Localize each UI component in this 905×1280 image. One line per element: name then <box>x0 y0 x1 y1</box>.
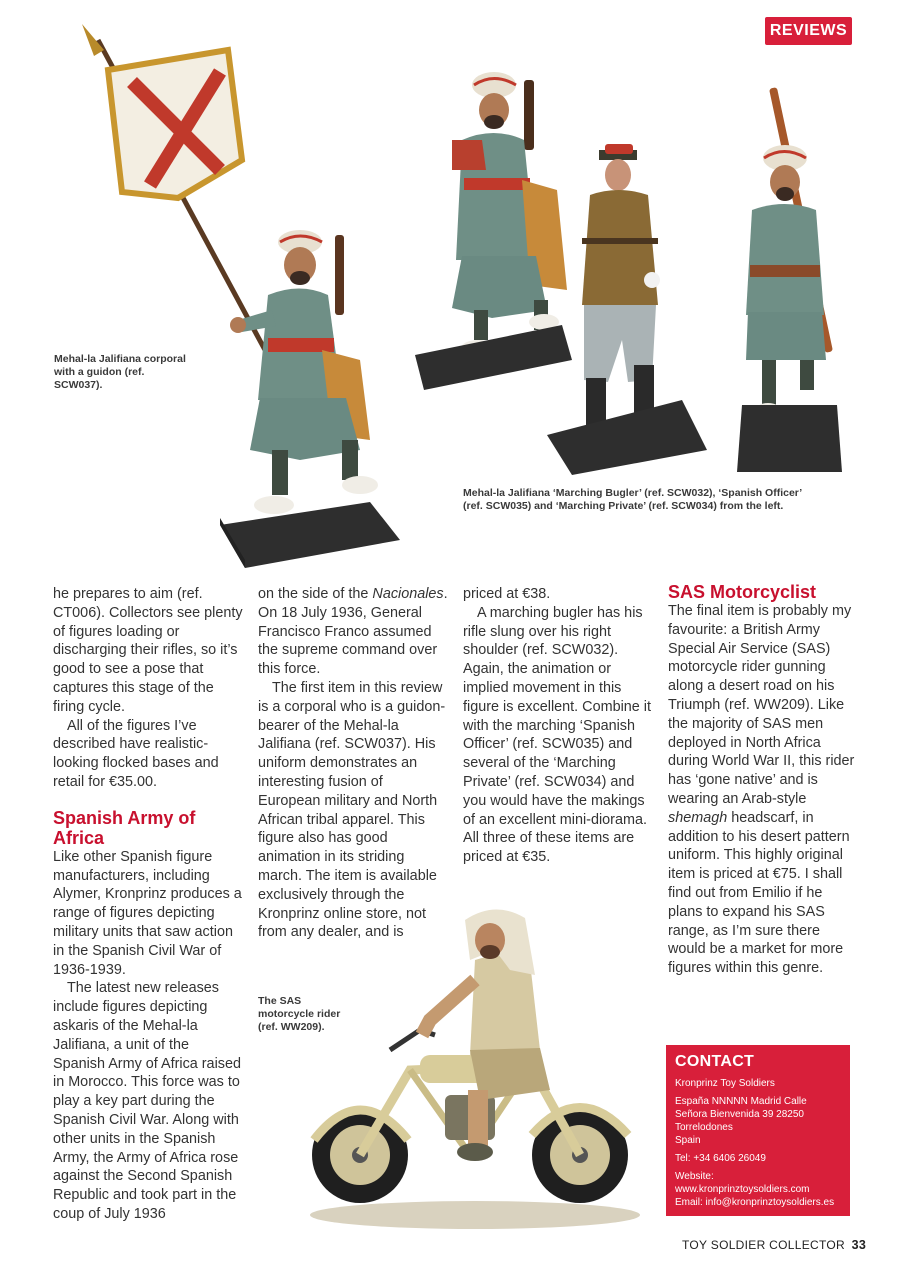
section-heading-spanish-army: Spanish Army of Africa <box>53 807 196 848</box>
contact-email-link[interactable]: Email: info@kronprinztoysoldiers.es <box>675 1197 835 1208</box>
article-column-1 <box>53 585 243 1224</box>
text-italic: shemagh <box>668 809 728 826</box>
paragraph <box>258 585 448 679</box>
caption-line: Mehal-la Jalifiana ‘Marching Bugler’ (ref. SCW032), ‘Spanish Officer’ <box>463 487 803 499</box>
contact-website-label: Website: <box>675 1171 714 1182</box>
caption-line: (ref. WW209). <box>258 1021 325 1033</box>
caption-corporal <box>54 353 204 392</box>
contact-address-line: España NNNNN Madrid Calle <box>675 1096 807 1107</box>
paragraph: The latest new releases include figures depicting askaris of the Mehal-la Jalifiana, a unit of the Spanish Army of Africa raised in Morocco. This force was to play a key part during the Spanish Civil War. Along with other units in the Spanish Army, the Army of Africa rose against the Second Spanish Republic and took part in the coup of July 1936 <box>53 980 241 1222</box>
photo-corporal-guidon <box>60 20 410 575</box>
page-footer <box>682 1238 866 1252</box>
caption-line: Mehal-la Jalifiana corporal <box>54 353 186 365</box>
text-italic: Nacionales <box>372 586 444 602</box>
photo-sas-motorcyclist <box>300 900 650 1230</box>
section-heading-sas: SAS Motorcyclist <box>668 582 817 602</box>
paragraph: The first item in this review is a corporal who is a guidon-bearer of the Mehal-la Jalifiana (ref. SCW037). His uniform demonstrates an interesting fusion of European military and North African tribal apparel. This figure also has good animation in its striding march. The item is available exclusively through the Kronprinz online store, not from any dealer, and is <box>258 679 446 941</box>
caption-line: The SAS <box>258 995 302 1007</box>
paragraph: Like other Spanish figure manufacturers, including Alymer, Kronprinz produces a range of figures depicting military units that saw action in the Spanish Civil War of 1936-1939. <box>53 848 242 978</box>
contact-address-line: Señora Bienvenida 39 28250 <box>675 1109 804 1120</box>
contact-tel: Tel: +34 6406 26049 <box>675 1153 766 1164</box>
contact-box <box>666 1045 850 1216</box>
photo-bugler-officer-private <box>412 60 877 480</box>
paragraph: All of the figures I’ve described have realistic-looking flocked bases and retail for €35.00. <box>53 717 219 790</box>
paragraph <box>668 602 858 978</box>
caption-line: motorcycle rider <box>258 1008 341 1020</box>
paragraph: he prepares to aim (ref. CT006). Collectors see plenty of figures loading or discharging their rifles, so it’s good to see a pose that captures this stage of the firing cycle. <box>53 586 243 715</box>
text-run: on the side of the <box>258 586 373 602</box>
caption-line: with a guidon (ref. <box>54 366 145 378</box>
caption-group <box>463 487 843 513</box>
text-run: The final item is probably my favourite: a British Army Special Air Service (SAS) motorcycle rider gunning along a desert road on his Triumph (ref. WW209). Like the majority of SAS men deployed in North Africa during World War II, this rider has ‘gone native’ and is wearing an Arab-style <box>668 603 855 807</box>
section-badge: REVIEWS <box>765 17 852 45</box>
caption-line: (ref. SCW035) and ‘Marching Private’ (ref. SCW034) from the left. <box>463 500 784 512</box>
caption-sas <box>258 995 358 1034</box>
text-run: headscarf, in addition to his desert pattern uniform. This highly original item is priced at €75. I shall find out from Emilio if he plans to expand his SAS range, as I’m sure there would be a market for more figures within this genre. <box>668 809 850 977</box>
caption-line: SCW037). <box>54 379 103 391</box>
article-column-3 <box>463 585 653 867</box>
page-number: 33 <box>851 1238 867 1252</box>
contact-title: CONTACT <box>675 1053 755 1070</box>
article-column-2 <box>258 585 448 942</box>
paragraph: A marching bugler has his rifle slung over his right shoulder (ref. SCW032). Again, the animation or implied movement in this figure is excellent. Combine it with the marching ‘Spanish Officer’ (ref. SCW035) and several of the ‘Marching Private’ (ref. SCW034) and you would have the makings of an excellent mini-diorama. All three of these items are priced at €35. <box>463 604 651 866</box>
contact-address-line: Spain <box>675 1135 701 1146</box>
contact-company: Kronprinz Toy Soldiers <box>675 1078 775 1089</box>
contact-website-link[interactable]: www.kronprinztoysoldiers.com <box>675 1184 810 1195</box>
article-column-4 <box>668 582 858 978</box>
magazine-name: TOY SOLDIER COLLECTOR <box>682 1238 846 1252</box>
contact-address-line: Torrelodones <box>675 1122 733 1133</box>
paragraph: priced at €38. <box>463 586 551 602</box>
text-run: . On 18 July 1936, General Francisco Franco assumed the supreme command over this force. <box>258 586 448 678</box>
